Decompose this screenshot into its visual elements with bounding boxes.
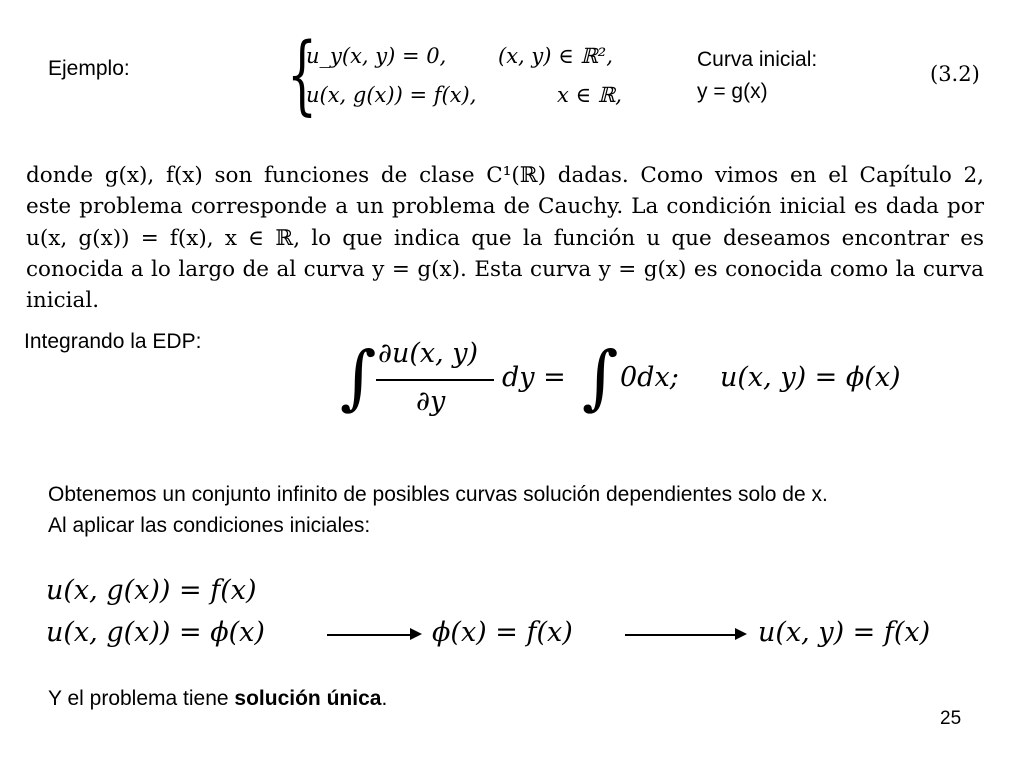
derivation-eq3: ϕ(x) = f(x) (432, 617, 573, 648)
system-line2-lhs: u(x, g(x)) = f(x), (306, 83, 477, 107)
conclusion-line1: Obtenemos un conjunto infinito de posibles curvas solución dependientes solo de x. (48, 483, 828, 506)
paragraph-line: inicial. (26, 288, 100, 314)
final-sentence (48, 687, 387, 711)
fraction-numerator: ∂u(x, y) (378, 338, 479, 369)
system-line1-lhs: u_y(x, y) = 0, (306, 44, 447, 68)
integral-differential: dy = (502, 362, 566, 393)
derivation-eq1: u(x, g(x)) = f(x) (46, 575, 257, 606)
system-line1-condition: (x, y) ∈ ℝ², (498, 44, 613, 68)
final-prefix: Y el problema tiene (48, 687, 235, 710)
derivation-eq4: u(x, y) = f(x) (758, 617, 931, 648)
paragraph-line: conocida a lo largo de al curva y = g(x). Esta curva y = g(x) es conocida como la curva (26, 256, 984, 282)
initial-curve-equation: y = g(x) (697, 80, 768, 103)
final-bold: solución única (234, 687, 382, 710)
paragraph-line: este problema corresponde a un problema de Cauchy. La condición inicial es dada por (26, 194, 984, 220)
integral-sign-left: ∫ (340, 336, 377, 418)
equation-number: (3.2) (930, 62, 980, 86)
paragraph-line: donde g(x), f(x) son funciones de clase C¹(ℝ) dadas. Como vimos en el Capítulo 2, (26, 163, 984, 188)
explanation-paragraph (26, 160, 984, 316)
fraction-denominator: ∂y (416, 386, 446, 417)
fraction-bar (376, 379, 494, 381)
left-brace: { (287, 25, 318, 125)
initial-curve-title: Curva inicial: (697, 48, 818, 71)
derivation-eq2: u(x, g(x)) = ϕ(x) (46, 617, 265, 648)
paragraph-line: u(x, g(x)) = f(x), x ∈ ℝ, lo que indica que la función u que deseamos encontrar es (26, 225, 984, 251)
page-number: 25 (940, 708, 962, 729)
integral-rhs: 0dx; (620, 362, 679, 393)
final-suffix: . (381, 687, 388, 710)
integration-result: u(x, y) = ϕ(x) (720, 362, 901, 393)
integral-sign-right: ∫ (582, 336, 619, 418)
conclusion-line2: Al aplicar las condiciones iniciales: (48, 514, 371, 537)
system-line2-condition: x ∈ ℝ, (557, 83, 622, 107)
integration-label: Integrando la EDP: (24, 330, 202, 353)
example-label: Ejemplo: (48, 57, 130, 80)
